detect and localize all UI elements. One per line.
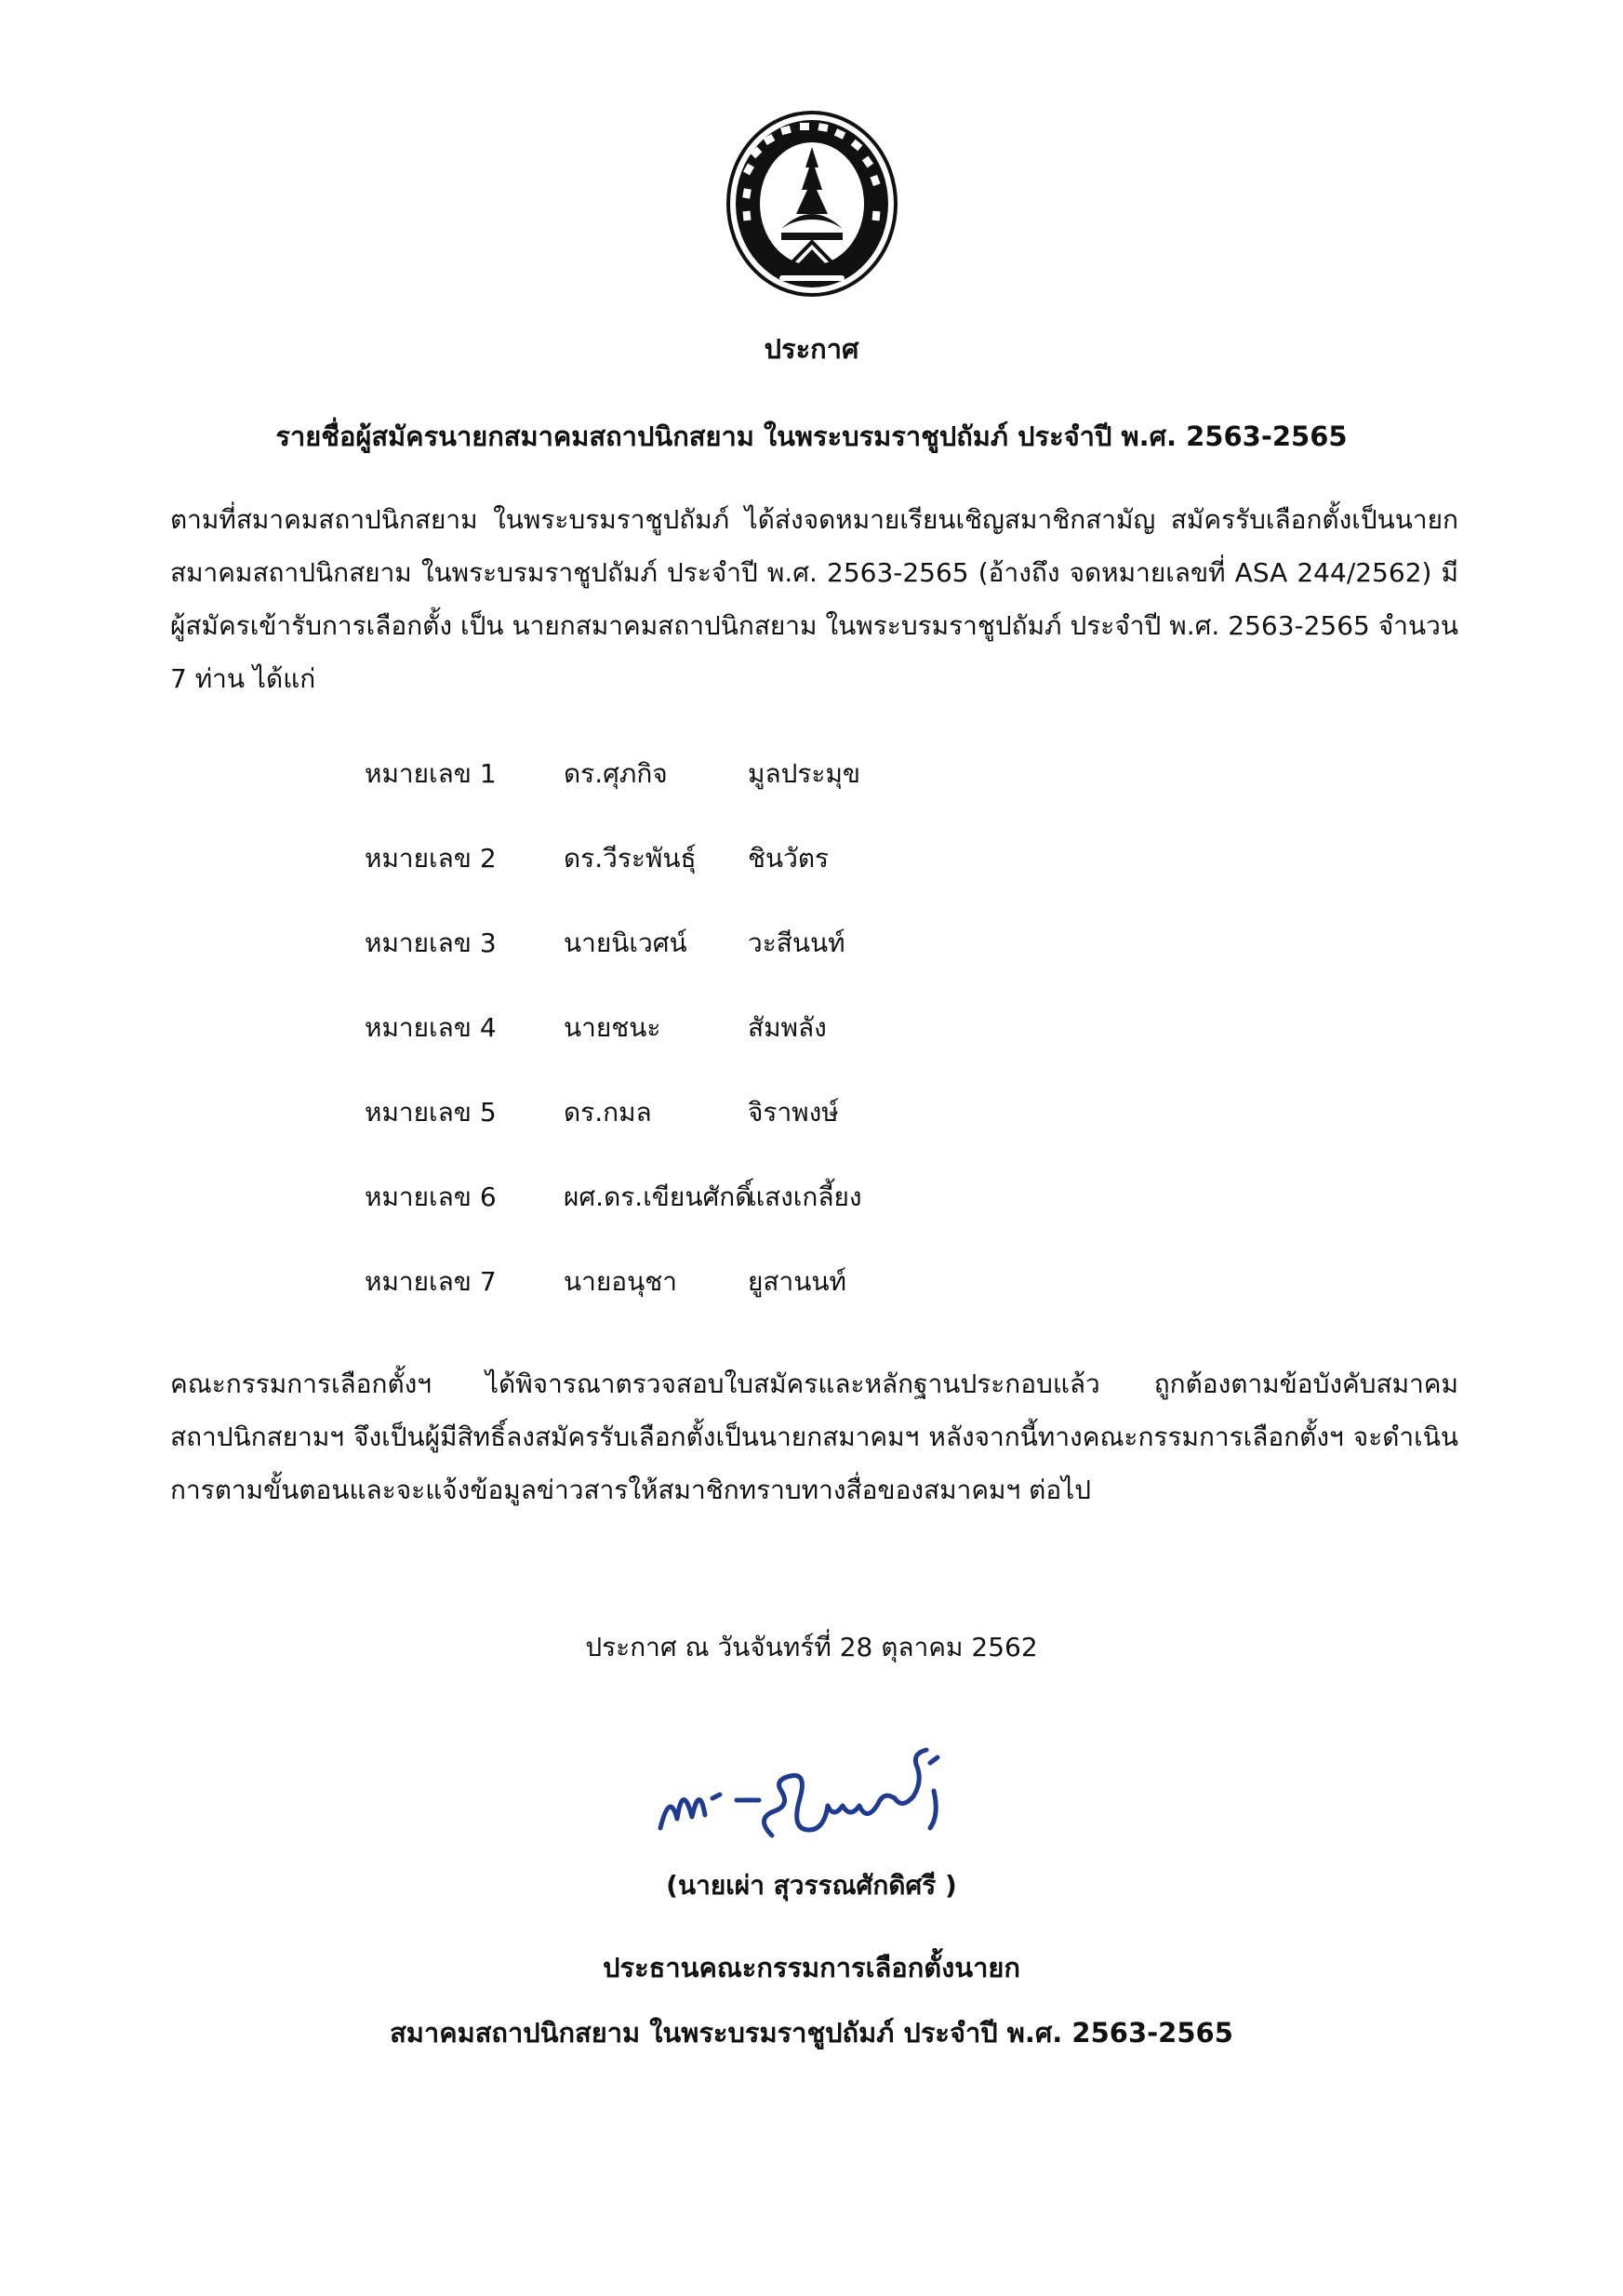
candidate-first-name: นายนิเวศน์ (564, 928, 687, 958)
association-logo (725, 110, 898, 298)
candidate-last-name: มูลประมุข (748, 758, 861, 789)
candidate-last-name: ชินวัตร (748, 843, 830, 874)
candidate-last-name: จิราพงษ์ (748, 1097, 839, 1128)
candidate-last-name: แสงเกลี้ยง (748, 1181, 862, 1212)
intro-paragraph: ตามที่สมาคมสถาปนิกสยาม ในพระบรมราชูปถัมภ์ ได้ส่งจดหมายเรียนเชิญสมาชิกสามัญ สมัครรับเลือกตั้งเป็นนายกสมาคมสถาปนิกสยาม ในพระบรมราชูปถัมภ์ ประจำปี พ.ศ. 2563-2565 (อ้างถึง จดหมายเลขที่ ASA 244/2562) มีผู้สมัครเข้ารับการเลือกตั้ง เป็น นายกสมาคมสถาปนิกสยาม ในพระบรมราชูปถัมภ์ ประจำปี พ.ศ. 2563-2565 จำนวน 7 ท่าน ได้แก่ (170, 504, 1458, 694)
announcement-subheading: รายชื่อผู้สมัครนายกสมาคมสถาปนิกสยาม ในพระบรมราชูปถัมภ์ ประจำปี พ.ศ. 2563-2565 (275, 420, 1348, 452)
candidate-first-name: ดร.ศุภกิจ (564, 758, 668, 789)
candidate-number: หมายเลข 6 (365, 1181, 497, 1212)
signatory-name: (นายเผ่า สุวรรณศักดิศรี ) (666, 1870, 957, 1901)
candidate-number: หมายเลข 3 (365, 928, 497, 958)
signatory-role: ประธานคณะกรรมการเลือกตั้งนายก (603, 1952, 1020, 1983)
announcement-date: ประกาศ ณ วันจันทร์ที่ 28 ตุลาคม 2562 (585, 1632, 1038, 1662)
candidate-last-name: สัมพลัง (748, 1012, 827, 1043)
signature-image (651, 1726, 977, 1865)
candidate-first-name: ดร.กมล (564, 1097, 652, 1128)
candidate-first-name: ดร.วีระพันธุ์ (564, 843, 697, 874)
candidate-last-name: ยูสานนท์ (748, 1266, 846, 1297)
candidate-last-name: วะสีนนท์ (748, 928, 845, 958)
candidate-first-name: นายชนะ (564, 1012, 661, 1043)
announcement-heading: ประกาศ (764, 333, 859, 365)
conclusion-paragraph: คณะกรรมการเลือกตั้งฯ ได้พิจารณาตรวจสอบใบสมัครและหลักฐานประกอบแล้ว ถูกต้องตามข้อบังคับสมาคมสถาปนิกสยามฯ จึงเป็นผู้มีสิทธิ์ลงสมัครรับเลือกตั้งเป็นนายกสมาคมฯ หลังจากนี้ทางคณะกรรมการเลือกตั้งฯ จะดำเนินการตามขั้นตอนและจะแจ้งข้อมูลข่าวสารให้สมาชิกทราบทางสื่อของสมาคมฯ ต่อไป (170, 1368, 1458, 1505)
candidate-number: หมายเลข 1 (365, 758, 497, 789)
candidate-first-name: ผศ.ดร.เขียนศักดิ์ (564, 1181, 752, 1212)
candidate-number: หมายเลข 5 (365, 1097, 497, 1128)
candidate-number: หมายเลข 4 (365, 1012, 497, 1043)
candidate-number: หมายเลข 7 (365, 1266, 497, 1297)
candidate-first-name: นายอนุชา (564, 1266, 677, 1297)
signatory-organization: สมาคมสถาปนิกสยาม ในพระบรมราชูปถัมภ์ ประจำปี พ.ศ. 2563-2565 (390, 2017, 1233, 2049)
candidate-number: หมายเลข 2 (365, 843, 497, 874)
